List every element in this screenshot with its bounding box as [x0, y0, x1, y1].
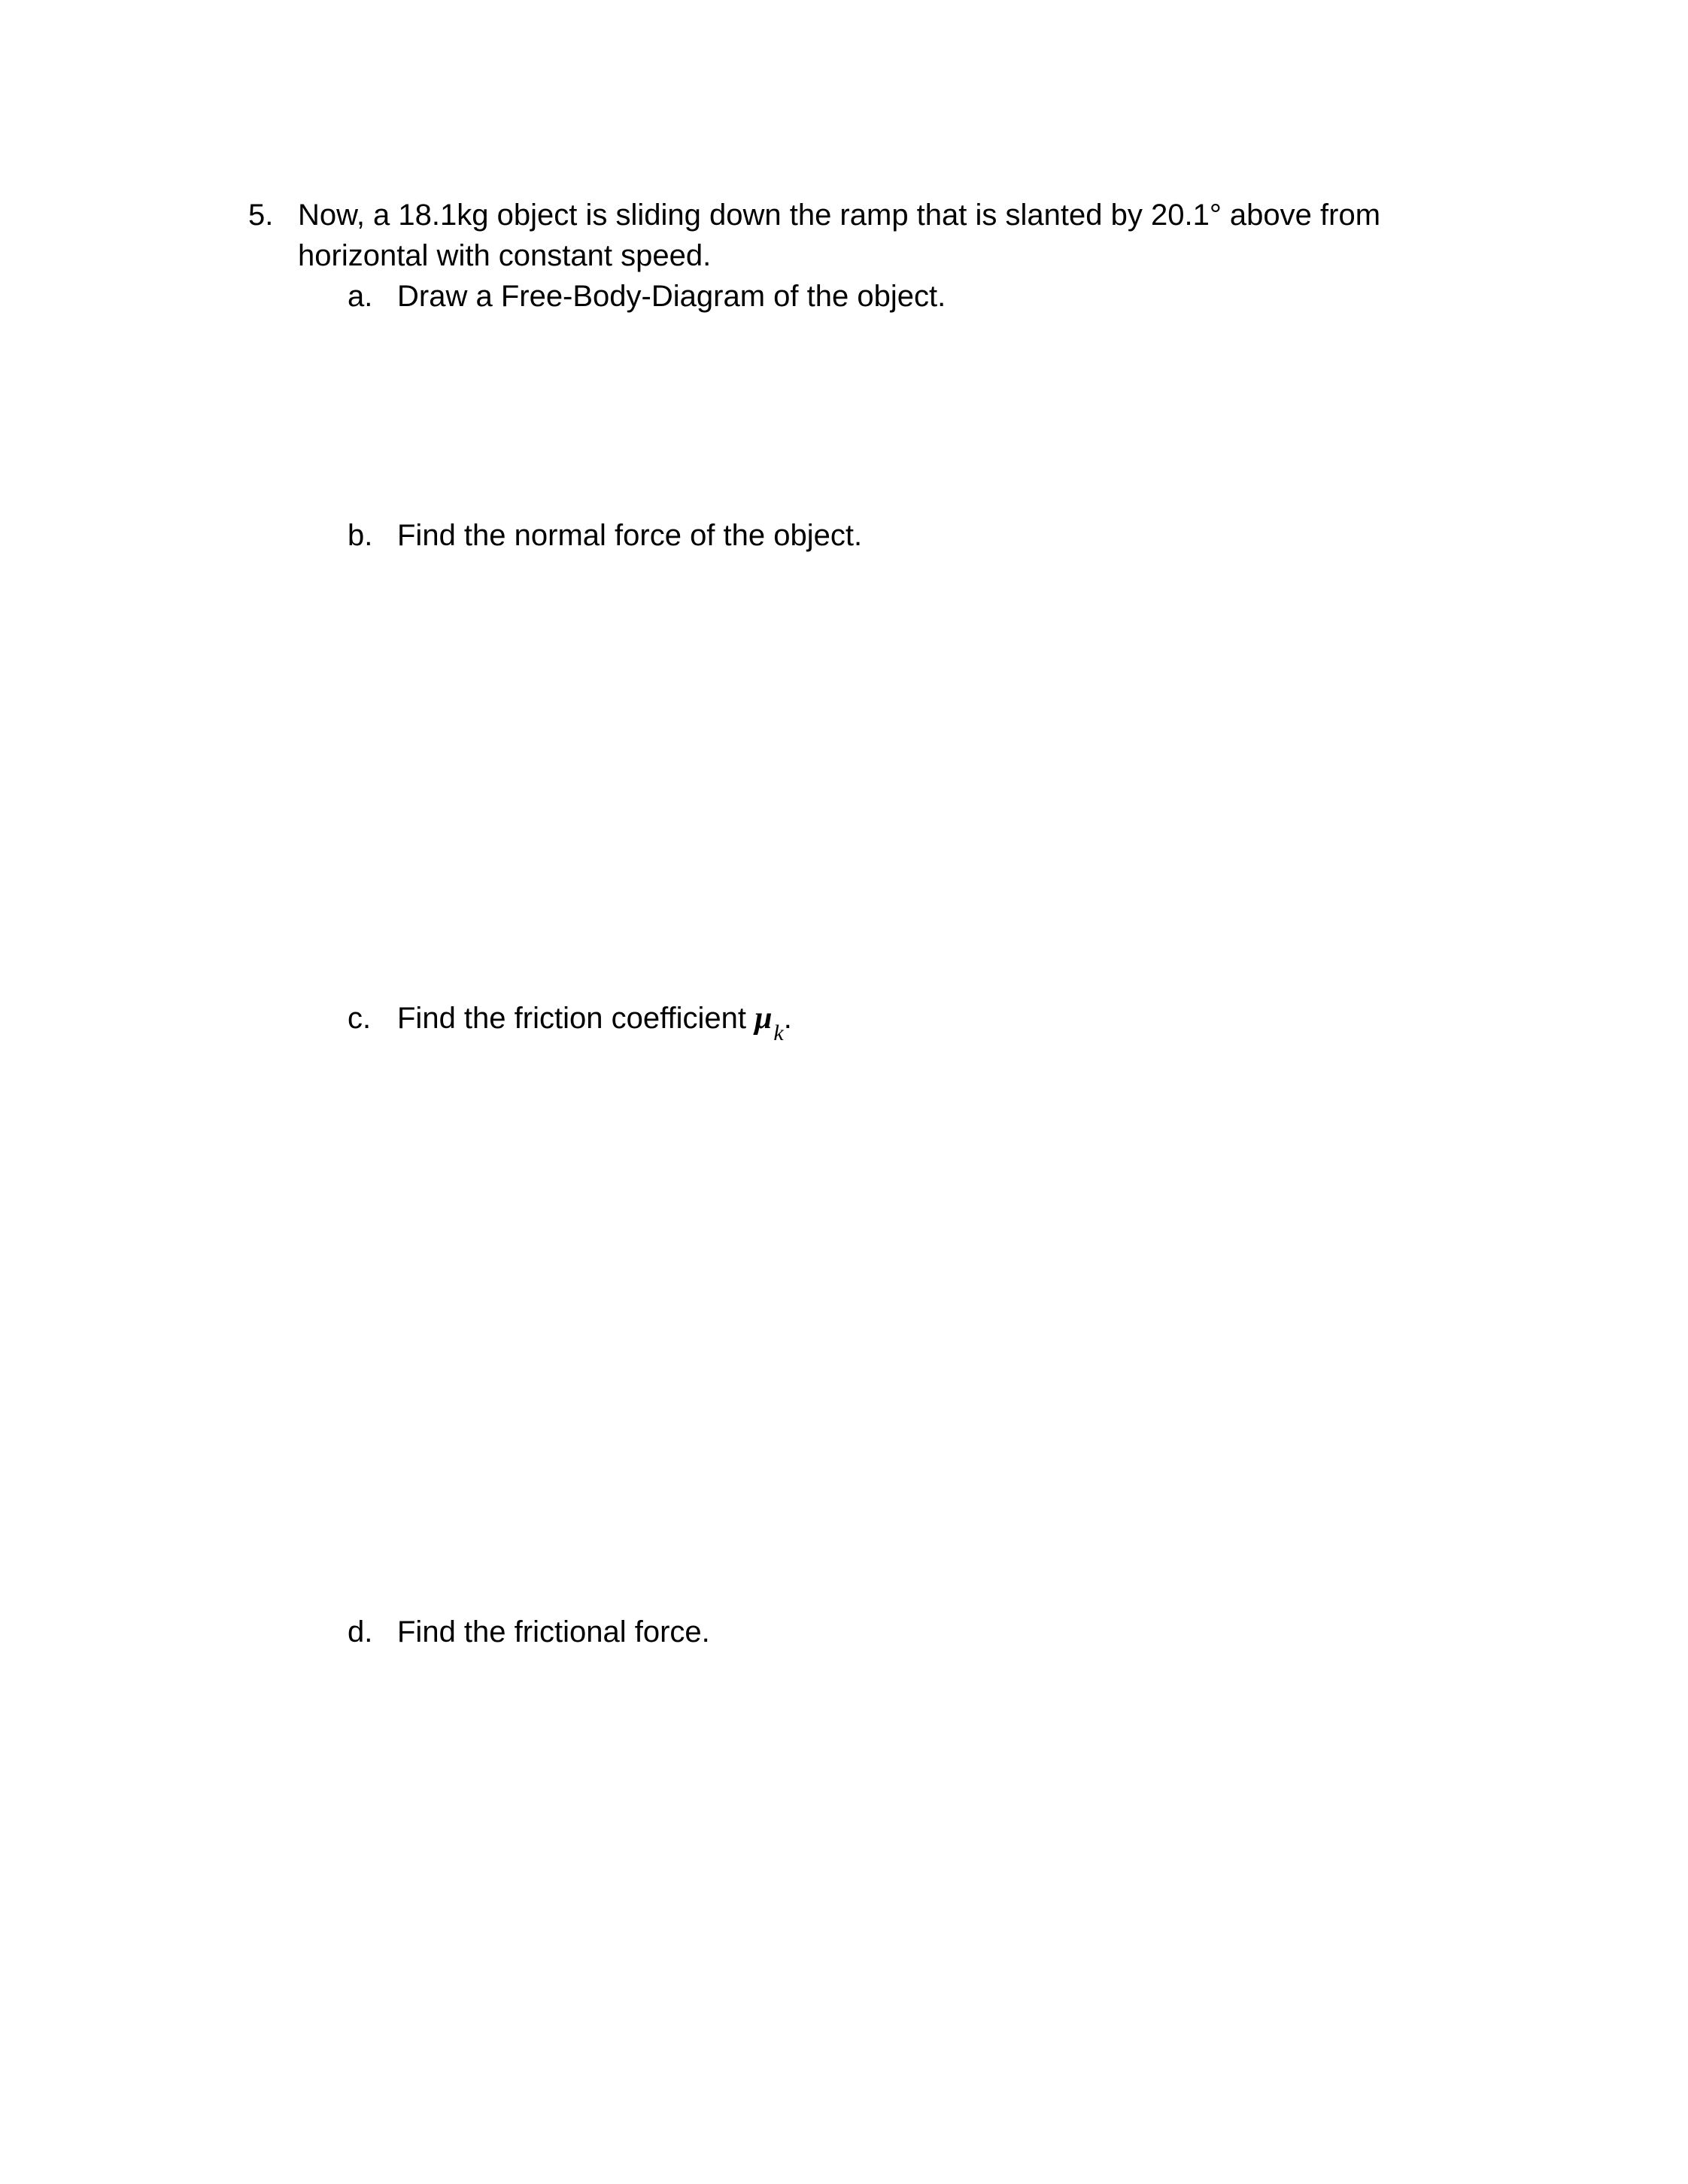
part-d-text: Find the frictional force.: [397, 1615, 710, 1649]
mu-symbol: μ: [754, 1001, 773, 1036]
question-text-line-1: Now, a 18.1kg object is sliding down the ramp that is slanted by 20.1° above from: [298, 199, 1381, 232]
mu-subscript: k: [773, 1021, 784, 1045]
question-number: 5.: [248, 199, 274, 232]
part-c-text-line: [397, 1000, 792, 1045]
part-b-text: Find the normal force of the object.: [397, 519, 863, 552]
part-c-text: Find the friction coefficient: [397, 1002, 755, 1035]
part-c-period: .: [783, 1002, 792, 1035]
question-text-line-2: horizontal with constant speed.: [298, 239, 712, 272]
part-b-marker: b.: [348, 519, 373, 552]
part-a-text: Draw a Free-Body-Diagram of the object.: [397, 280, 946, 313]
part-d-marker: d.: [348, 1615, 373, 1649]
part-a-marker: a.: [348, 280, 373, 313]
part-c-marker: c.: [348, 1002, 372, 1035]
